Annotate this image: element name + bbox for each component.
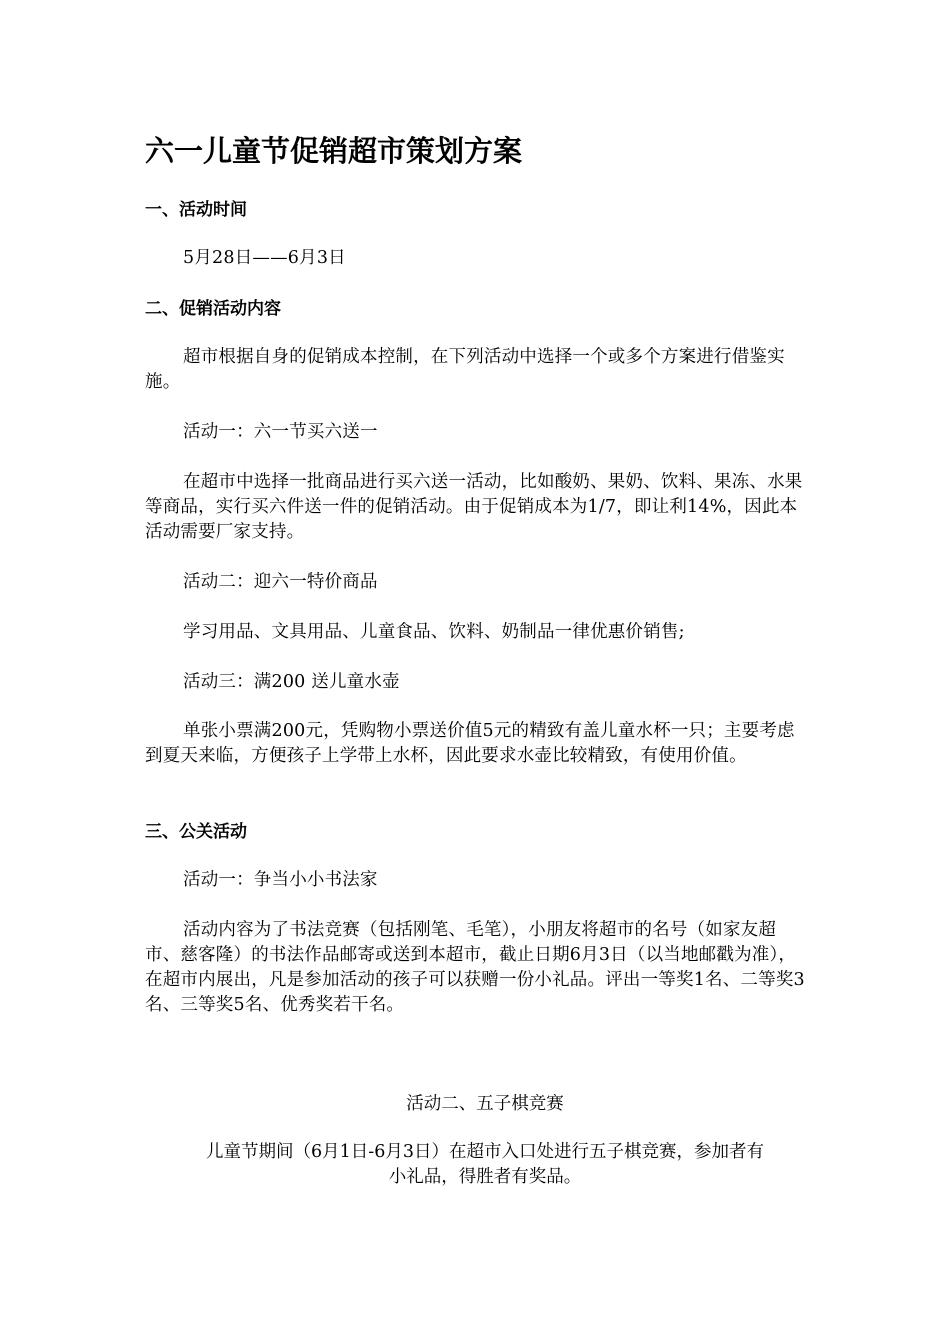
section-heading-promotion-content: 二、促销活动内容 xyxy=(145,299,281,319)
activity-date-range: 5月28日——6月3日 xyxy=(183,248,346,268)
section-heading-pr-activities: 三、公关活动 xyxy=(145,822,247,842)
promotion-activity1-title: 活动一：六一节买六送一 xyxy=(183,422,378,442)
document-title: 六一儿童节促销超市策划方案 xyxy=(145,134,523,168)
pr-activity1-title: 活动一：争当小小书法家 xyxy=(183,870,378,890)
section-heading-activity-time: 一、活动时间 xyxy=(145,200,247,220)
promotion-intro-paragraph: 超市根据自身的促销成本控制，在下列活动中选择一个或多个方案进行借鉴实施。 xyxy=(145,347,785,392)
promotion-activity2-body: 学习用品、文具用品、儿童食品、饮料、奶制品一律优惠价销售; xyxy=(183,622,685,642)
pr-activity1-body: 活动内容为了书法竞赛（包括刚笔、毛笔），小朋友将超市的名号（如家友超市、慈客隆）的书法作品邮寄或送到本超市，截止日期6月3日（以当地邮戳为准），在超市内展出，凡是参加活动的孩子可以获赠一份小礼品。评出一等奖1名、二等奖3名、三等奖5名、优秀奖若干名。 xyxy=(145,920,805,1015)
pr-activity2-body-line1: 儿童节期间（6月1日-6月3日）在超市入口处进行五子棋竞赛，参加者有 xyxy=(206,1142,764,1162)
promotion-activity3-title: 活动三：满200 送儿童水壶 xyxy=(183,672,400,692)
promotion-activity2-title: 活动二：迎六一特价商品 xyxy=(183,572,378,592)
promotion-activity3-body: 单张小票满200元，凭购物小票送价值5元的精致有盖儿童水杯一只；主要考虑到夏天来临，方便孩子上学带上水杯，因此要求水壶比较精致，有使用价值。 xyxy=(145,721,795,766)
promotion-activity1-body: 在超市中选择一批商品进行买六送一活动，比如酸奶、果奶、饮料、果冻、水果等商品，实行买六件送一件的促销活动。由于促销成本为1/7，即让利14%，因此本活动需要厂家支持。 xyxy=(145,472,803,542)
pr-activity2-title: 活动二、五子棋竞赛 xyxy=(406,1094,564,1114)
pr-activity2-body-line2: 小礼品，得胜者有奖品。 xyxy=(388,1167,582,1187)
